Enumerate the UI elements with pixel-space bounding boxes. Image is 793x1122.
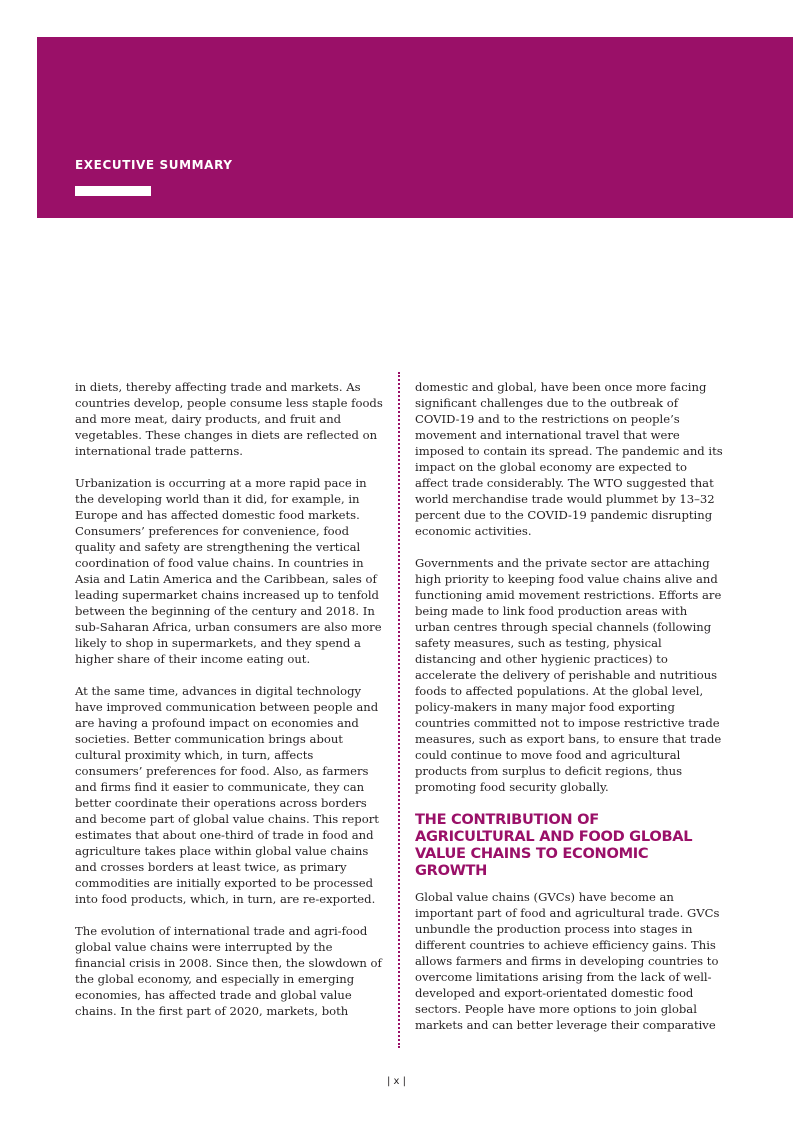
left-column xyxy=(75,379,383,1035)
body-paragraph: in diets, thereby affecting trade and markets. As countries develop, people consume less staple foods and more meat, dairy products, and fruit and vegetables. These changes in diets are reflected on international trade patterns. xyxy=(75,380,383,458)
section-label: EXECUTIVE SUMMARY xyxy=(75,158,233,172)
body-paragraph: domestic and global, have been once more facing significant challenges due to the outbreak of COVID-19 and to the restrictions on people’s movement and international travel that were imposed to contain its spread. The pandemic and its impact on the global economy are expected to affect trade considerably. The WTO suggested that world merchandise trade would plummet by 13–32 percent due to the COVID-19 pandemic disrupting economic activities. xyxy=(415,380,723,538)
body-paragraph: Governments and the private sector are attaching high priority to keeping food value chains alive and functioning amid movement restrictions. Efforts are being made to link food production areas with urban centres through special channels (following safety measures, such as testing, physical distancing and other hygienic practices) to accelerate the delivery of perishable and nutritious foods to affected populations. At the global level, policy-makers in many major food exporting countries committed not to impose restrictive trade measures, such as export bans, to ensure that trade could continue to move food and agricultural products from surplus to deficit regions, thus promoting food security globally. xyxy=(415,556,722,794)
body-paragraph: At the same time, advances in digital technology have improved communication between people and are having a profound impact on economies and societies. Better communication brings about cultural proximity which, in turn, affects consumers’ preferences for food. Also, as farmers and firms find it easier to communicate, they can better coordinate their operations across borders and become part of global value chains. This report estimates that about one-third of trade in food and agriculture takes place within global value chains and crosses borders at least twice, as primary commodities are initially exported to be processed into food products, which, in turn, are re-exported. xyxy=(75,684,379,906)
page-number: | x | xyxy=(386,1076,406,1087)
header-banner xyxy=(37,37,793,218)
column-divider xyxy=(398,372,400,1048)
body-paragraph: Urbanization is occurring at a more rapid pace in the developing world than it did, for example, in Europe and has affected domestic food markets. Consumers’ preferences for convenience, food quality and safety are strengthening the vertical coordination of food value chains. In countries in Asia and Latin America and the Caribbean, sales of leading supermarket chains increased up to tenfold between the beginning of the century and 2018. In sub-Saharan Africa, urban consumers are also more likely to shop in supermarkets, and they spend a higher share of their income eating out. xyxy=(75,476,382,666)
section-heading: THE CONTRIBUTION OF AGRICULTURAL AND FOOD GLOBAL VALUE CHAINS TO ECONOMIC GROWTH xyxy=(415,811,693,879)
header-accent-bar xyxy=(75,186,151,196)
body-paragraph: The evolution of international trade and agri-food global value chains were interrupted by the financial crisis in 2008. Since then, the slowdown of the global economy, and especially in emerging economies, has affected trade and global value chains. In the first part of 2020, markets, both xyxy=(75,924,382,1018)
body-paragraph: Global value chains (GVCs) have become an important part of food and agricultural trade. GVCs unbundle the production process into stages in different countries to achieve efficiency gains. This allows farmers and firms in developing countries to overcome limitations arising from the lack of well-developed and export-orientated domestic food sectors. People have more options to join global markets and can better leverage their comparative xyxy=(415,890,720,1032)
right-column xyxy=(415,379,723,1049)
